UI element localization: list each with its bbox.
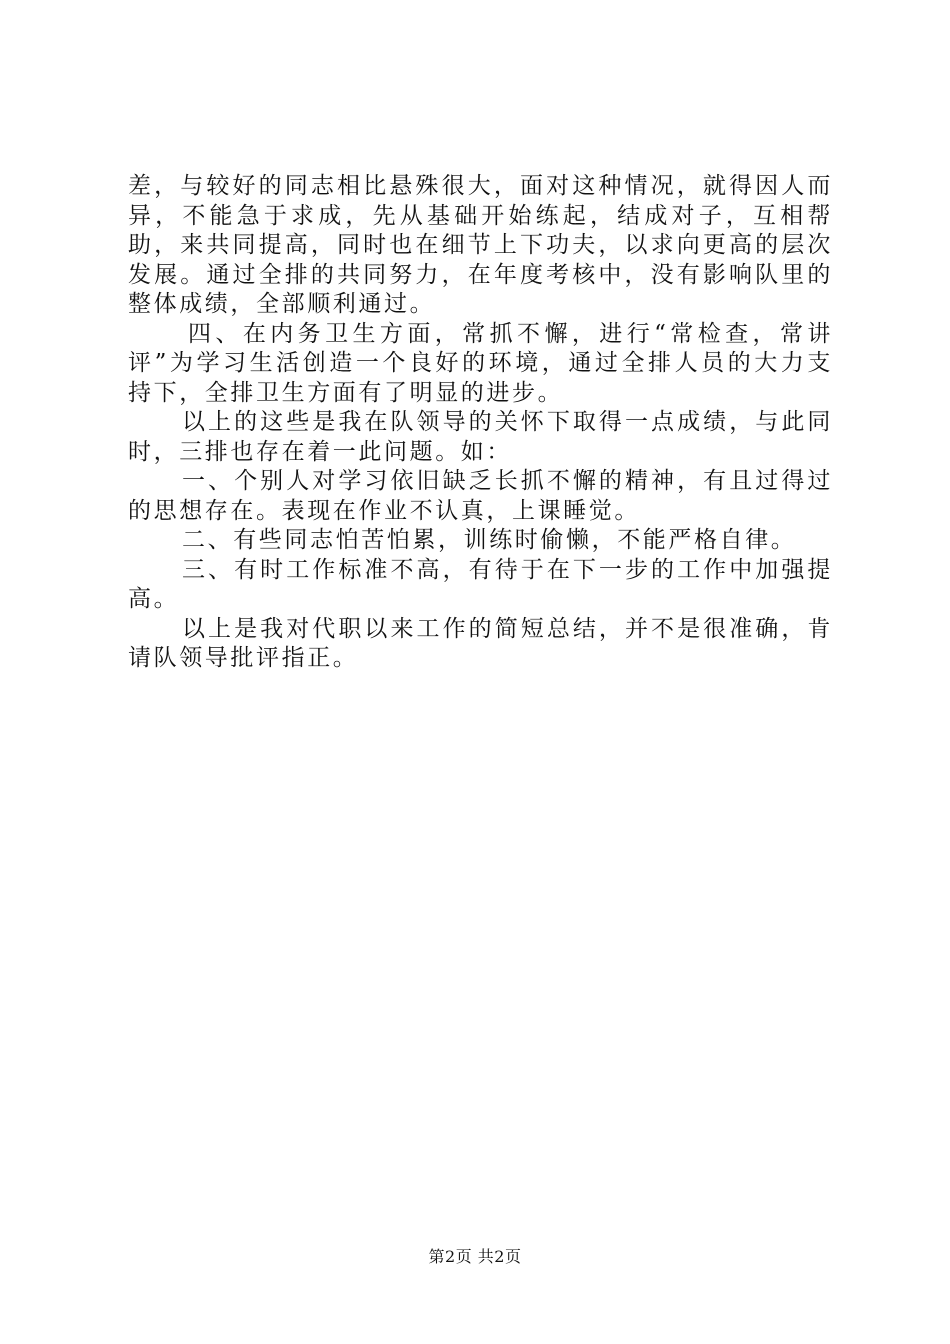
- paragraph-conclusion: 以上是我对代职以来工作的简短总结，并不是很准确，肯请队领导批评指正。: [128, 615, 833, 671]
- document-body: [128, 172, 833, 674]
- paragraph-problem-two: 二、有些同志怕苦怕累，训练时偷懒，不能严格自律。: [182, 527, 797, 553]
- paragraph-continuation: 差，与较好的同志相比悬殊很大，面对这种情况，就得因人而异，不能急于求成，先从基础开始练起，结成对子，互相帮助，来共同提高，同时也在细节上下功夫，以求向更高的层次发展。通过全排的共同努力，在年度考核中，没有影响队里的整体成绩，全部顺利通过。: [128, 173, 833, 317]
- page-number-footer: 第2页 共2页: [428, 1247, 522, 1266]
- paragraph-problem-three: 三、有时工作标准不高，有待于在下一步的工作中加强提高。: [128, 556, 833, 612]
- paragraph-problem-one: 一、个别人对学习依旧缺乏长抓不懈的精神，有且过得过的思想存在。表现在作业不认真，上课睡觉。: [128, 468, 833, 524]
- paragraph-hygiene: 四、在内务卫生方面，常抓不懈，进行“常检查，常讲评”为学习生活创造一个良好的环境，通过全排人员的大力支持下，全排卫生方面有了明显的进步。: [128, 320, 833, 406]
- paragraph-problems-intro: 以上的这些是我在队领导的关怀下取得一点成绩，与此同时，三排也存在着一此问题。如：: [128, 409, 833, 465]
